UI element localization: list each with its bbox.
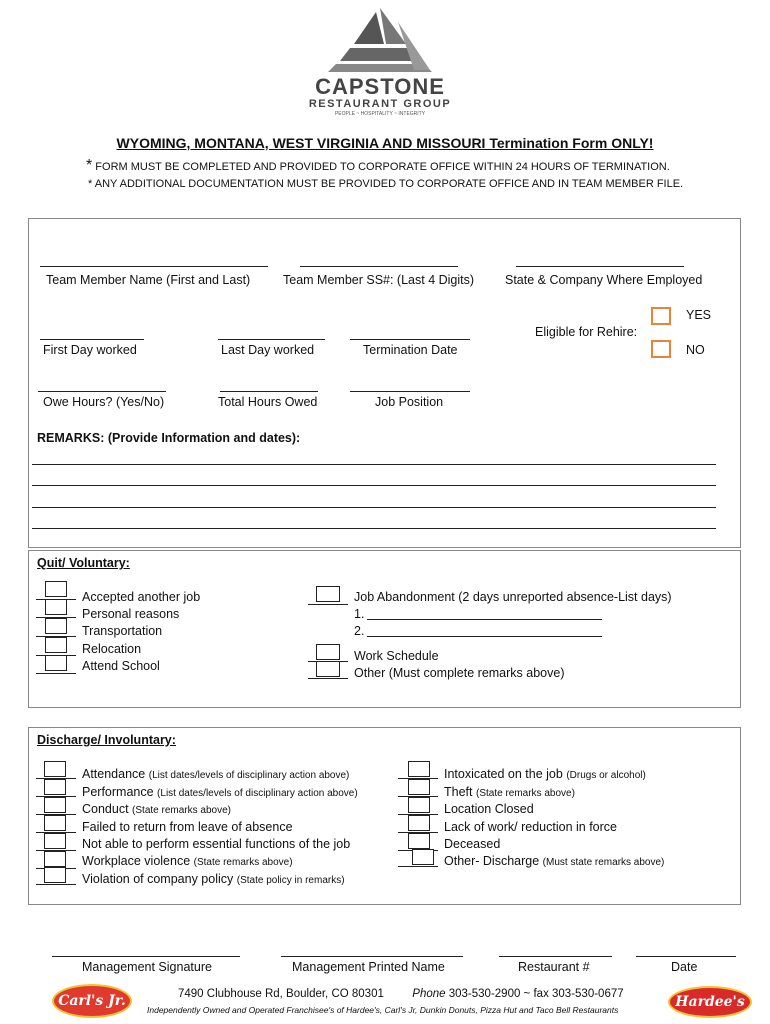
ssn-line[interactable]	[300, 266, 458, 267]
total-hours-line[interactable]	[220, 391, 318, 392]
abandonment-label: Job Abandonment (2 days unreported absence-List days)	[354, 590, 672, 604]
discharge-right-checkbox-1[interactable]	[408, 761, 430, 777]
discharge-right-item-1-main: Intoxicated on the job	[444, 767, 563, 781]
footer-address: 7490 Clubhouse Rd, Boulder, CO 80301	[178, 988, 384, 1000]
quit-item-4: Relocation	[82, 642, 142, 656]
quit-checkbox-4[interactable]	[45, 637, 67, 653]
carls-jr-logo-text: Carl's Jr.	[58, 993, 126, 1009]
printed-name-line[interactable]	[281, 956, 463, 957]
discharge-item-3	[82, 802, 231, 816]
discharge-right-item-3: Location Closed	[444, 802, 534, 816]
discharge-item-3-main: Conduct	[82, 802, 129, 816]
discharge-item-1-main: Attendance	[82, 767, 146, 781]
footer-phone-label: Phone	[412, 988, 446, 1000]
quit-other-label: Other (Must complete remarks above)	[354, 666, 565, 680]
quit-item-2: Personal reasons	[82, 607, 180, 621]
info-box	[28, 218, 741, 548]
discharge-item-7	[82, 872, 345, 886]
discharge-checkbox-3[interactable]	[44, 797, 66, 813]
discharge-right-item-1	[444, 767, 646, 781]
discharge-right-item-6	[444, 854, 664, 868]
restaurant-line[interactable]	[499, 956, 612, 957]
discharge-checkbox-2[interactable]	[44, 779, 66, 795]
discharge-checkbox-7[interactable]	[44, 867, 66, 883]
discharge-right-item-6-note: (Must state remarks above)	[542, 857, 665, 868]
term-date-label: Termination Date	[363, 343, 458, 357]
rehire-no-checkbox[interactable]	[651, 340, 671, 358]
quit-item-3: Transportation	[82, 624, 163, 638]
state-line[interactable]	[516, 266, 684, 267]
note-2-text: ANY ADDITIONAL DOCUMENTATION MUST BE PROVIDED TO CORPORATE OFFICE AND IN TEAM MEMBER FILE.	[94, 178, 684, 190]
discharge-right-item-1-note: (Drugs or alcohol)	[566, 770, 646, 781]
discharge-right-checkbox-5[interactable]	[408, 833, 430, 849]
discharge-item-3-note: (State remarks above)	[132, 805, 231, 816]
rehire-label: Eligible for Rehire:	[535, 325, 638, 339]
job-position-label: Job Position	[375, 395, 444, 409]
discharge-checkbox-1[interactable]	[44, 761, 66, 777]
owe-hours-label: Owe Hours? (Yes/No)	[43, 395, 165, 409]
footer-address-line	[178, 988, 624, 1000]
hardees-logo	[668, 986, 752, 1018]
logo-sub: RESTAURANT GROUP	[308, 98, 452, 110]
discharge-item-6	[82, 854, 293, 868]
discharge-item-5: Not able to perform essential functions of the job	[82, 837, 351, 851]
hardees-logo-text: Hardee's	[675, 994, 745, 1010]
ssn-label: Team Member SS#: (Last 4 Digits)	[283, 273, 475, 287]
first-day-line[interactable]	[40, 339, 144, 340]
work-schedule-label: Work Schedule	[354, 649, 439, 663]
discharge-right-checkbox-2[interactable]	[408, 779, 430, 795]
discharge-right-checkbox-4[interactable]	[408, 815, 430, 831]
total-hours-label: Total Hours Owed	[218, 395, 318, 409]
discharge-right-item-2	[444, 785, 575, 799]
discharge-checkbox-4[interactable]	[44, 815, 66, 831]
discharge-checkbox-line-7	[36, 884, 76, 885]
quit-checkbox-2[interactable]	[45, 599, 67, 615]
discharge-item-2-note: (List dates/levels of disciplinary action above)	[157, 788, 358, 799]
discharge-item-7-main: Violation of company policy	[82, 872, 234, 886]
discharge-item-2-main: Performance	[82, 785, 154, 799]
first-day-label: First Day worked	[43, 343, 137, 357]
discharge-item-4: Failed to return from leave of absence	[82, 820, 293, 834]
footer-phone: 303-530-2900 ~ fax 303-530-0677	[448, 988, 624, 1000]
rehire-no-label: NO	[686, 343, 705, 357]
quit-checkbox-line-5	[36, 673, 76, 674]
discharge-checkbox-6[interactable]	[44, 851, 66, 867]
remarks-line-3[interactable]	[32, 507, 716, 508]
date-line[interactable]	[636, 956, 736, 957]
discharge-right-item-6-main: Other- Discharge	[444, 854, 540, 868]
abandonment-day-2-line[interactable]	[367, 636, 602, 637]
discharge-item-1	[82, 767, 349, 781]
abandonment-n1: 1.	[354, 607, 365, 621]
signature-label: Management Signature	[82, 960, 212, 974]
quit-checkbox-5[interactable]	[45, 655, 67, 671]
bullet: *	[86, 157, 93, 174]
bullet: *	[88, 178, 93, 190]
quit-item-1: Accepted another job	[82, 590, 201, 604]
remarks-line-2[interactable]	[32, 485, 716, 486]
quit-checkbox-3[interactable]	[45, 618, 67, 634]
discharge-item-6-main: Workplace violence	[82, 854, 191, 868]
discharge-item-6-note: (State remarks above)	[193, 857, 293, 868]
name-label: Team Member Name (First and Last)	[46, 273, 251, 287]
remarks-line-1[interactable]	[32, 464, 716, 465]
state-label: State & Company Where Employed	[505, 273, 703, 287]
abandonment-checkbox[interactable]	[316, 586, 340, 602]
quit-title: Quit/ Voluntary:	[37, 556, 130, 570]
owe-hours-line[interactable]	[38, 391, 166, 392]
discharge-right-checkbox-line-6	[398, 866, 438, 867]
pyramid-logo-icon	[300, 6, 460, 74]
note-2	[88, 178, 683, 190]
quit-other-checkbox[interactable]	[316, 661, 340, 677]
job-position-line[interactable]	[350, 391, 470, 392]
logo-tagline: PEOPLE ~ HOSPITALITY ~ INTEGRITY	[334, 111, 426, 117]
discharge-right-item-4: Lack of work/ reduction in force	[444, 820, 617, 834]
discharge-item-7-note: (State policy in remarks)	[236, 875, 345, 886]
remarks-line-4[interactable]	[32, 528, 716, 529]
abandonment-day-1-line[interactable]	[367, 619, 602, 620]
work-schedule-checkbox[interactable]	[316, 644, 340, 660]
date-label: Date	[671, 960, 698, 974]
discharge-item-2	[82, 785, 358, 799]
abandonment-n2: 2.	[354, 624, 365, 638]
remarks-label: REMARKS: (Provide Information and dates):	[37, 431, 301, 445]
note-1	[86, 157, 670, 175]
discharge-title: Discharge/ Involuntary:	[37, 733, 176, 747]
term-date-line[interactable]	[350, 339, 470, 340]
restaurant-label: Restaurant #	[518, 960, 590, 974]
name-line[interactable]	[40, 266, 268, 267]
note-1-text: FORM MUST BE COMPLETED AND PROVIDED TO CORPORATE OFFICE WITHIN 24 HOURS OF TERMINATION.	[95, 161, 670, 173]
quit-other-checkbox-line	[308, 678, 348, 679]
discharge-right-item-2-note: (State remarks above)	[475, 788, 575, 799]
carls-jr-logo	[52, 984, 132, 1018]
discharge-checkbox-5[interactable]	[44, 833, 66, 849]
signature-line[interactable]	[52, 956, 240, 957]
quit-item-5: Attend School	[82, 659, 160, 673]
rehire-yes-label: YES	[686, 308, 712, 322]
rehire-yes-checkbox[interactable]	[651, 307, 671, 325]
discharge-right-item-2-main: Theft	[444, 785, 473, 799]
discharge-right-checkbox-6[interactable]	[412, 849, 434, 865]
footer-franchise: Independently Owned and Operated Franchisee's of Hardee's, Carl's Jr, Dunkin Donuts, Pizza Hut and Taco Bell Restaurants	[147, 1005, 619, 1015]
form-title: WYOMING, MONTANA, WEST VIRGINIA AND MISSOURI Termination Form ONLY!	[116, 135, 654, 151]
quit-checkbox-1[interactable]	[45, 581, 67, 597]
last-day-line[interactable]	[218, 339, 325, 340]
last-day-label: Last Day worked	[221, 343, 315, 357]
logo-name: CAPSTONE	[315, 74, 445, 99]
discharge-right-checkbox-3[interactable]	[408, 797, 430, 813]
discharge-right-item-5: Deceased	[444, 837, 501, 851]
printed-name-label: Management Printed Name	[292, 960, 445, 974]
abandonment-checkbox-line	[308, 604, 348, 605]
discharge-item-1-note: (List dates/levels of disciplinary action above)	[148, 770, 350, 781]
capstone-logo	[300, 6, 460, 116]
